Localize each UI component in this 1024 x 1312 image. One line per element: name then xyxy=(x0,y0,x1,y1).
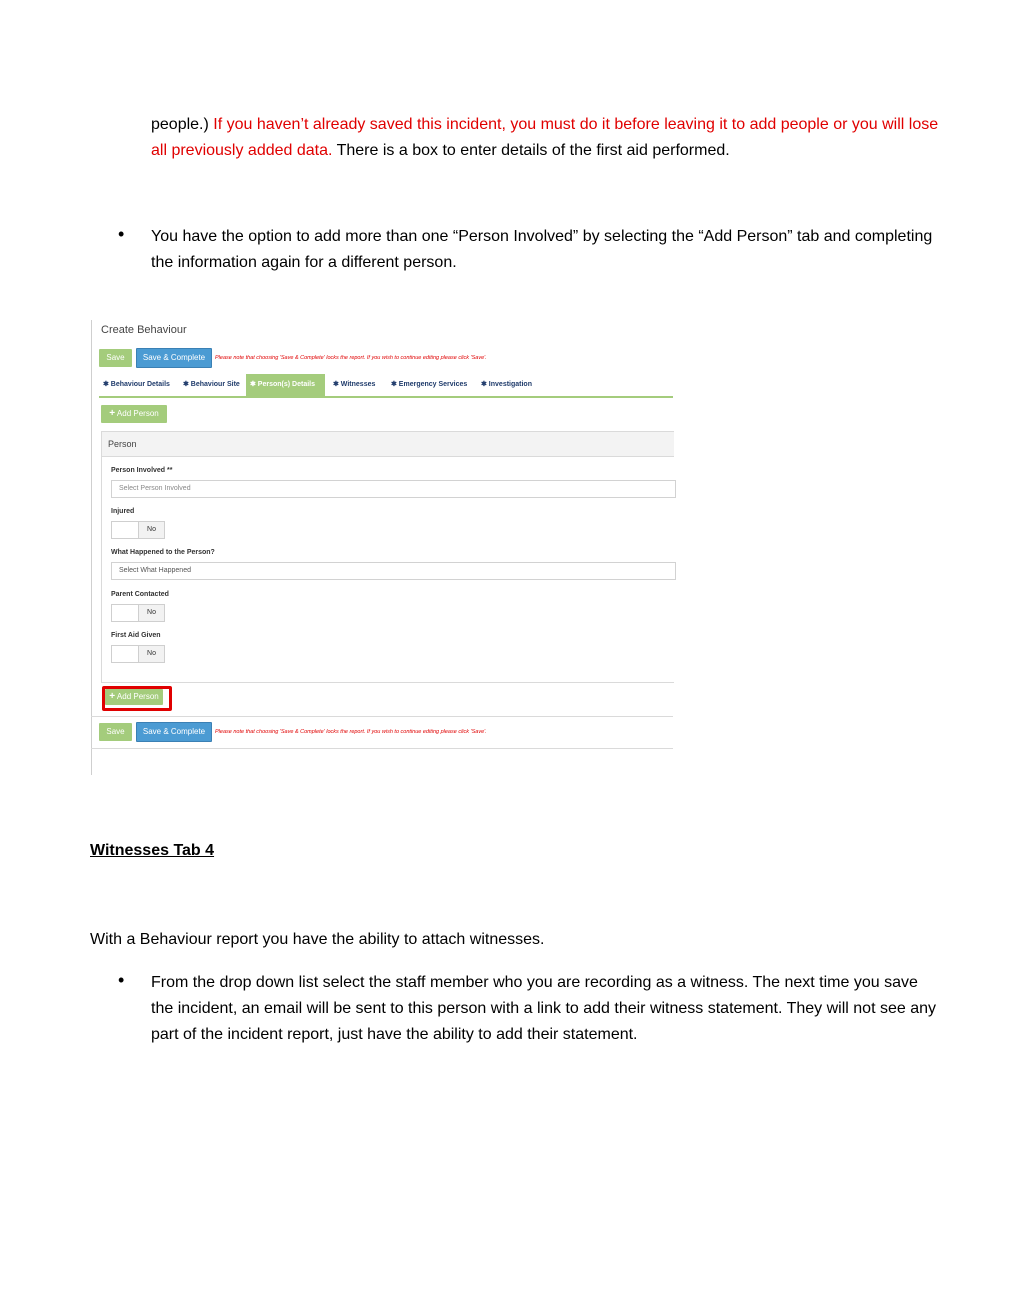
divider xyxy=(91,320,92,775)
what-happened-label: What Happened to the Person? xyxy=(111,549,215,556)
plus-icon: + xyxy=(109,408,116,419)
first-aid-label: First Aid Given xyxy=(111,632,161,639)
bullet-icon: • xyxy=(118,970,125,990)
paragraph-first-aid xyxy=(151,112,941,164)
save-warning-text: If you haven’t already saved this incident, you must do it before leaving it to add people or you will lose all previously added data. xyxy=(151,116,939,159)
injured-label: Injured xyxy=(111,508,135,515)
save-complete-button[interactable]: Save & Complete xyxy=(136,348,212,368)
tab-behaviour-details[interactable]: ✱ Behaviour Details xyxy=(103,381,170,388)
parent-contacted-label: Parent Contacted xyxy=(111,591,169,598)
injured-toggle[interactable]: No xyxy=(111,521,165,539)
save-button-bottom[interactable]: Save xyxy=(99,723,132,741)
person-panel xyxy=(101,431,674,683)
save-complete-button-bottom[interactable]: Save & Complete xyxy=(136,722,212,742)
form-title: Create Behaviour xyxy=(101,324,187,336)
section-heading: Witnesses Tab 4 xyxy=(90,842,215,859)
tab-witnesses[interactable]: ✱ Witnesses xyxy=(333,381,376,388)
embedded-screenshot xyxy=(91,320,673,775)
divider xyxy=(91,748,673,749)
parent-contacted-toggle[interactable]: No xyxy=(111,604,165,622)
tab-emergency-services[interactable]: ✱ Emergency Services xyxy=(391,381,468,388)
tab-investigation[interactable]: ✱ Investigation xyxy=(481,381,532,388)
add-person-label: Add Person xyxy=(116,692,159,701)
divider xyxy=(91,716,673,717)
save-note: Please note that choosing 'Save & Complete' locks the report. If you wish to continue editing please click 'Save'. xyxy=(215,355,487,361)
person-involved-label: Person Involved ** xyxy=(111,467,173,474)
first-aid-toggle[interactable]: No xyxy=(111,645,165,663)
tab-bar xyxy=(99,374,673,398)
panel-heading: Person xyxy=(102,432,674,457)
plus-icon: + xyxy=(109,691,116,702)
tab-persons-details[interactable]: ✱ Person(s) Details xyxy=(246,374,325,396)
save-button[interactable]: Save xyxy=(99,349,132,367)
bullet-witness-selection: From the drop down list select the staff member who you are recording as a witness. The next time you save the incident, an email will be sent to this person with a link to add their witness statement. They will not see any part of the incident report, just have the ability to add their statement. xyxy=(151,974,936,1043)
para-lead-text: people.) xyxy=(151,116,214,133)
person-involved-select[interactable]: Select Person Involved xyxy=(111,480,676,498)
tab-behaviour-site[interactable]: ✱ Behaviour Site xyxy=(183,381,240,388)
add-person-button-bottom[interactable] xyxy=(105,689,163,705)
add-person-label: Add Person xyxy=(116,409,159,418)
bullet-icon: • xyxy=(118,224,125,244)
paragraph-witnesses: With a Behaviour report you have the ability to attach witnesses. xyxy=(90,931,545,948)
save-note-bottom: Please note that choosing 'Save & Complete' locks the report. If you wish to continue editing please click 'Save'. xyxy=(215,729,487,735)
bullet-add-person: You have the option to add more than one “Person Involved” by selecting the “Add Person” tab and completing the information again for a different person. xyxy=(151,228,933,271)
what-happened-select[interactable]: Select What Happened xyxy=(111,562,676,580)
add-person-button[interactable] xyxy=(101,405,167,423)
para-tail-text: There is a box to enter details of the first aid performed. xyxy=(332,142,730,159)
